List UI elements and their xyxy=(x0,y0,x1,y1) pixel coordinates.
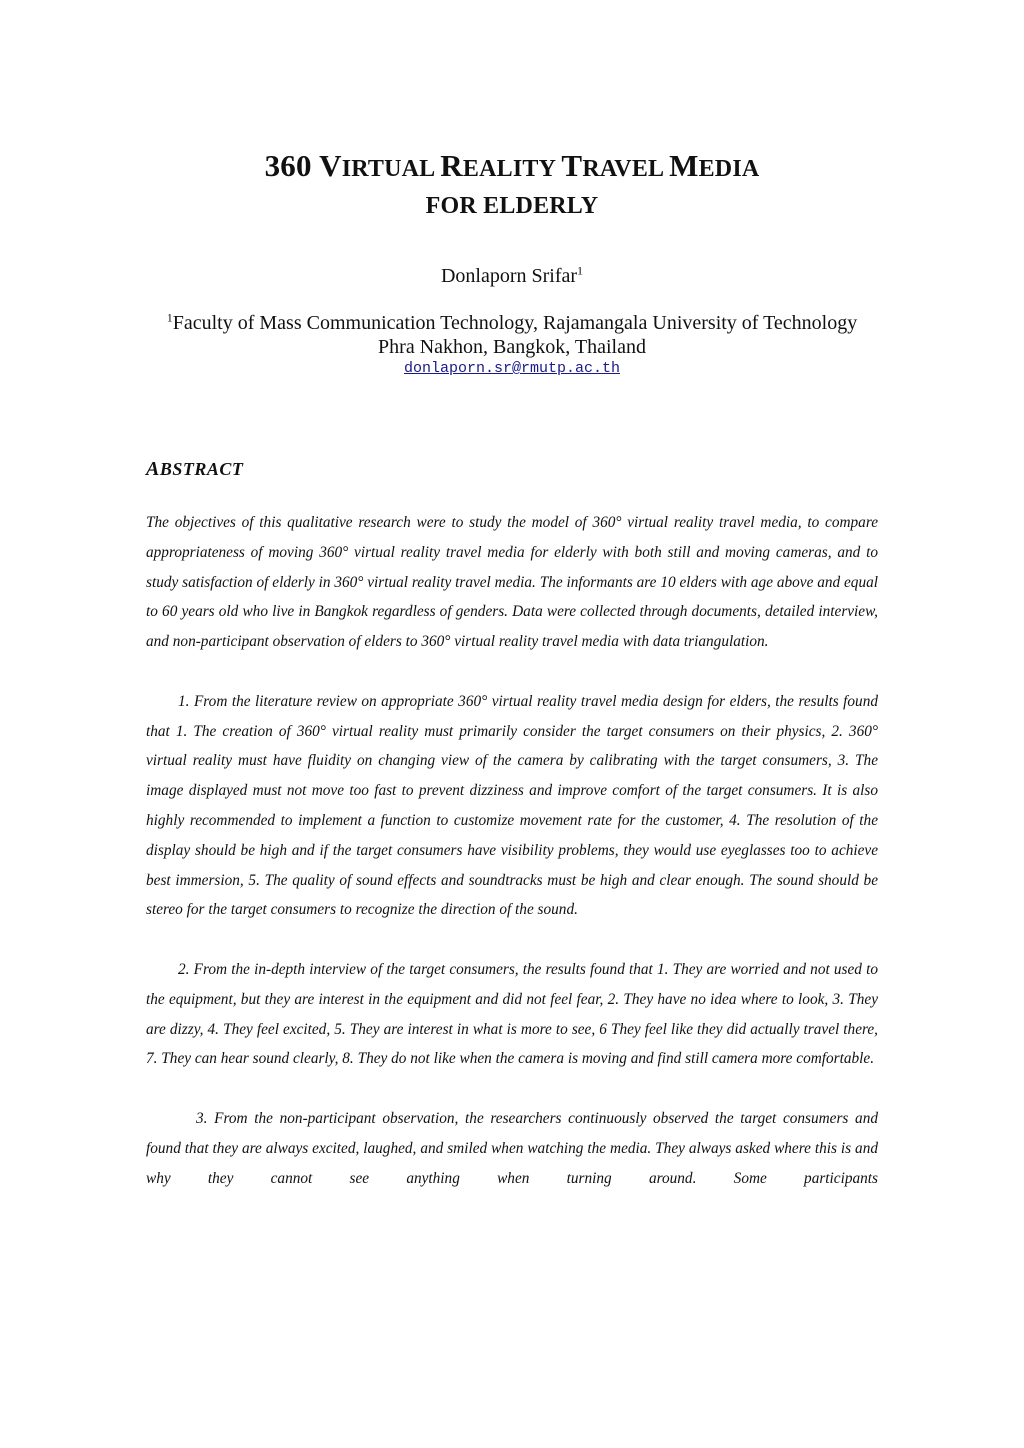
abstract-paragraph: 2. From the in-depth interview of the target consumers, the results found that 1. They are worried and not used to the equipment, but they are interest in the equipment and did not feel fear, 2. They have no idea where to look, 3. They are dizzy, 4. They feel excited, 5. They are interest in what is more to see, 6 They feel like they did actually travel there, 7. They can hear sound clearly, 8. They do not like when the camera is moving and find still camera more comfortable. xyxy=(146,960,878,1068)
affiliation-line-2: Phra Nakhon, Bangkok, Thailand xyxy=(378,336,646,358)
affiliation-line-1: $^1$Faculty of Mass Communication Technology, Rajamangala University of Technology xyxy=(166,310,858,334)
title-line-1: 360 VIRTUAL REALITY TRAVEL MEDIA xyxy=(264,148,760,183)
author-name: Donlaporn Srifar$^1$ xyxy=(440,263,584,287)
abstract-paragraph: 1. From the literature review on appropriate 360° virtual reality travel media design for elders, the results found that 1. The creation of 360° virtual reality must primarily consider the target consumers on their physics, 2. 360° virtual reality must have fluidity on changing view of the camera by calibrating with the target consumers, 3. The image displayed must not move too fast to prevent dizziness and improve comfort of the target consumers. It is also highly recommended to implement a function to customize movement rate for the customer, 4. The resolution of the display should be high and if the target consumers have visibility problems, they would use eyeglasses too to achieve best immersion, 5. The quality of sound effects and soundtracks must be high and clear enough. The sound should be stereo for the target consumers to recognize the direction of the sound. xyxy=(146,692,878,919)
affiliation xyxy=(0,311,1024,379)
abstract-paragraph: 3. From the non-participant observation, the researchers continuously observed the target consumers and found that they are always excited, laughed, and smiled when watching the media. They always asked where this is and why they cannot see anything when turning around. Some participants xyxy=(146,1109,878,1187)
title-line-2: FOR ELDERLY xyxy=(425,193,599,219)
abstract-body xyxy=(146,508,878,1223)
abstract-heading: ABSTRACT xyxy=(146,458,244,480)
paper-title xyxy=(0,146,1024,223)
author-email-link[interactable]: donlaporn.sr@rmutp.ac.th xyxy=(403,360,621,377)
abstract-paragraph: The objectives of this qualitative research were to study the model of 360° virtual reality travel media, to compare appropriateness of moving 360° virtual reality travel media for elderly with both still and moving cameras, and to study satisfaction of elderly in 360° virtual reality travel media. The informants are 10 elders with age above and equal to 60 years old who live in Bangkok regardless of genders. Data were collected through documents, detailed interview, and non-participant observation of elders to 360° virtual reality travel media with data triangulation. xyxy=(146,514,878,651)
